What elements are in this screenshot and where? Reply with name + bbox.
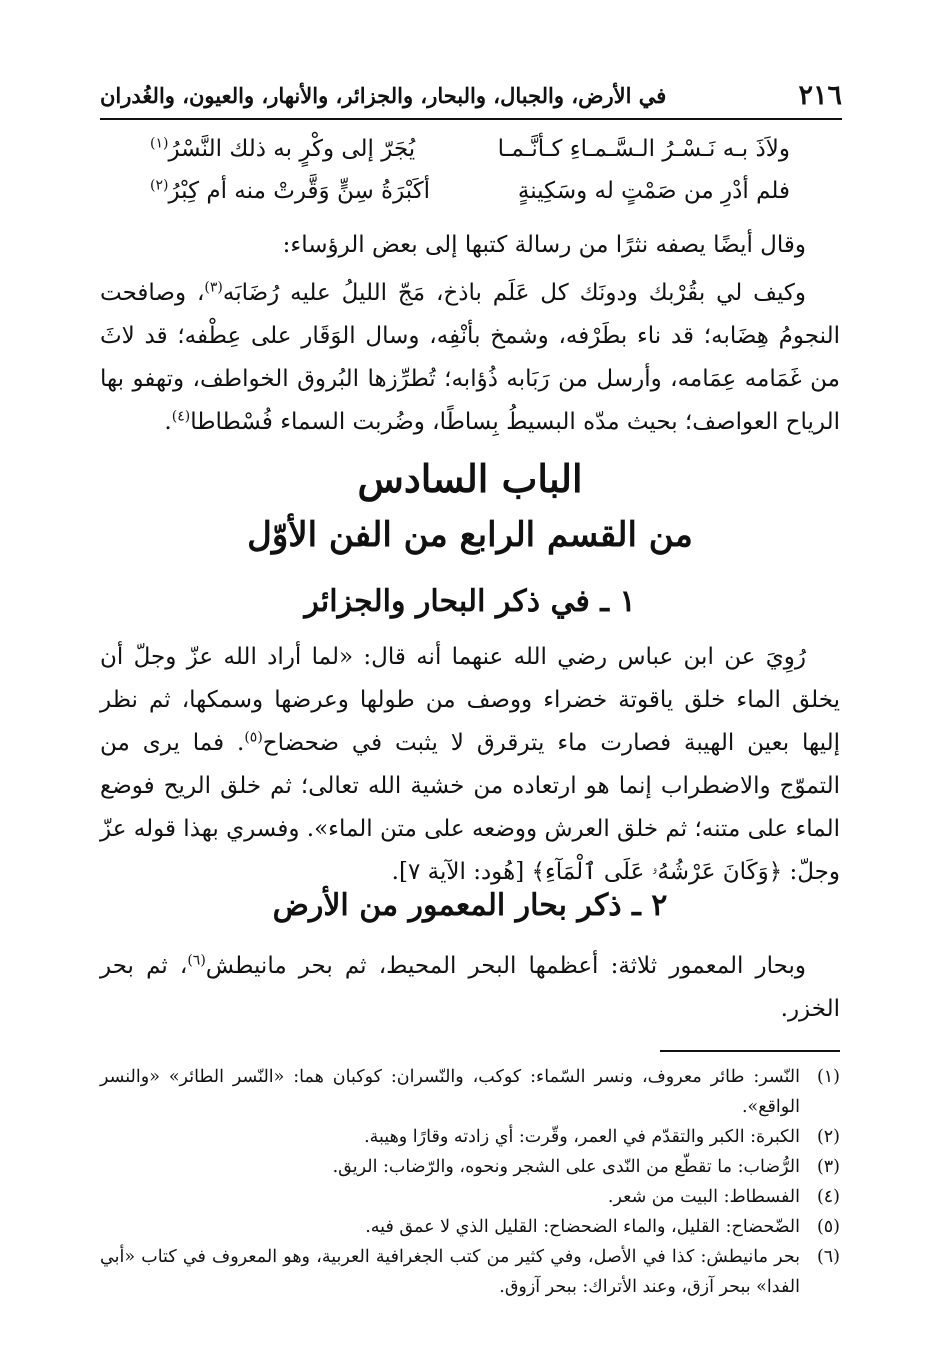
footnote-ref: (٣): [204, 279, 223, 296]
footnote-ref: (٥): [244, 729, 263, 746]
footnote: [100, 1122, 840, 1152]
footnote-ref: (١): [150, 135, 169, 152]
footnote-text: بحر مانيطش: كذا في الأصل، وفي كثير من كتب الجغرافية العربية، وهو المعروف في كتاب «أبي الفدا» ببحر آزق، وعند الأتراك: ببحر آزوق.: [100, 1247, 800, 1297]
poem-verses: [150, 128, 790, 212]
footnote-number: (٤): [816, 1187, 840, 1207]
footnote: [100, 1062, 840, 1122]
footnote-number: (٣): [816, 1157, 840, 1177]
page-header: [100, 72, 842, 120]
page-number: ٢١٦: [798, 79, 842, 111]
footnote-number: (٦): [816, 1247, 840, 1267]
verse-first-hemistich: ولاَذَ بـه نَـسْـرُ الـسَّـمـاءِ كـأنَّـمـا: [497, 136, 790, 162]
footnote-number: (٢): [816, 1127, 840, 1147]
chapter-subtitle: من القسم الرابع من الفن الأوّل: [247, 515, 693, 555]
footnote-ref: (٤): [171, 408, 191, 425]
footnote: [100, 1212, 840, 1242]
footnotes-list: [100, 1062, 840, 1302]
footnote: [100, 1242, 840, 1302]
prose-paragraph: وكيف لي بقُرْبك ودونَك كل عَلَم باذخ، مَجّ الليلُ عليه رُضَابَه$^{(٣)}$، وصافحت النجومُ هِضَابه؛ قد ناء بطَرْفه، وشمخ بأنْفِه، وسال الوَقَار على عِطْفه؛ قد لاثَ من غَمَامه عِمَامه، وأرسل من رَبَابه ذُؤابه؛ تُطرِّزها البُروق الخواطف، وتهفو بها الرياح العواصف؛ بحيث مدّه البسيطُ بِساطًا، وضُربت السماء فُسْطاطا$^{(٤)}$.: [100, 279, 840, 435]
footnote-text: الكبرة: الكبر والتقدّم في العمر، وقّرت: أي زادته وقارًا وهيبة.: [364, 1127, 800, 1147]
footnote-separator: [660, 1050, 840, 1052]
footnote-text: الرُّضاب: ما تقطّع من النّدى على الشجر ونحوه، والرّضاب: الريق.: [332, 1157, 800, 1177]
verse-line: [150, 128, 790, 170]
section-paragraph: وبحار المعمور ثلاثة: أعظمها البحر المحيط، ثم بحر مانيطش$^{(٦)}$، ثم بحر الخزر.: [100, 952, 840, 1022]
verse-second-hemistich: أكَبْرَةُ سِنٍّ وَقَّرتْ منه أم كِبْرُ$^{(٢)}$: [150, 177, 431, 204]
section-heading: ١ ـ في ذكر البحار والجزائر: [304, 584, 636, 619]
footnote-text: النّسر: طائر معروف، ونسر السّماء: كوكب، والنّسران: كوكبان هما: «النّسر الطائر» «والنسر الواقع».: [100, 1067, 800, 1117]
footnote-number: (١): [816, 1067, 840, 1087]
section-paragraph: رُوِيَ عن ابن عباس رضي الله عنهما أنه قال: «لما أراد الله عزّ وجلّ أن يخلق الماء خلق ياقوتة خضراء ووصف من طولها وعرضها وسمكها، ثم نظر إليها بعين الهيبة فصارت ماء يترقرق لا يثبت في ضحضاح$^{(٥)}$. فما يرى من التموّج والاضطراب إنما هو ارتعاده من خشية الله تعالى؛ ثم خلق الريح فوضع الماء على متنه؛ ثم خلق العرش ووضعه على متن الماء». وفسري بهذا قوله عزّ وجلّ: ﴿وَكَانَ عَرْشُهُۥ عَلَى ٱلْمَآءِ﴾ [هُود: الآية ٧].: [100, 644, 840, 885]
footnote-text: الفسطاط: البيت من شعر.: [607, 1187, 800, 1207]
section-heading: ٢ ـ ذكر بحار المعمور من الأرض: [272, 888, 668, 923]
footnote-ref: (٦): [187, 952, 206, 969]
chapter-title: الباب السادس: [357, 456, 583, 501]
verse-second-hemistich: يُجَرّ إلى وكْرٍ به ذلك النَّسْرُ$^{(١)}$: [150, 135, 416, 162]
footnote: [100, 1152, 840, 1182]
footnote-text: الضّحضاح: القليل، والماء الضحضاح: القليل الذي لا عمق فيه.: [365, 1217, 800, 1237]
verse-line: [150, 170, 790, 212]
running-title: في الأرض، والجبال، والبحار، والجزائر، والأنهار، والعيون، والغُدران: [100, 82, 667, 108]
footnote: [100, 1182, 840, 1212]
footnote-ref: (٢): [150, 177, 169, 194]
verse-first-hemistich: فلم أدْرِ من صَمْتٍ له وسَكِينةٍ: [517, 178, 790, 204]
intro-line: وقال أيضًا يصفه نثرًا من رسالة كتبها إلى بعض الرؤساء:: [282, 232, 806, 258]
footnote-number: (٥): [816, 1217, 840, 1237]
